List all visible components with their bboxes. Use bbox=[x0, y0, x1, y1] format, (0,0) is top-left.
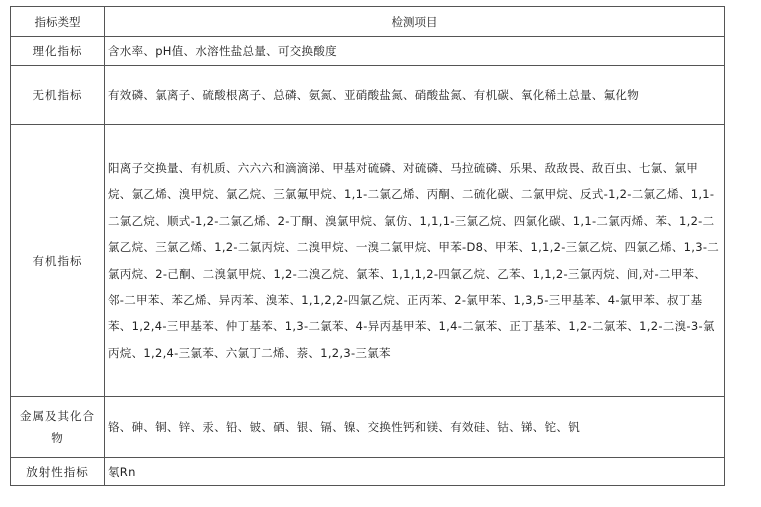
category-cell: 理化指标 bbox=[11, 37, 105, 66]
table-row bbox=[11, 458, 725, 486]
table-row bbox=[11, 37, 725, 66]
items-cell: 氡Rn bbox=[105, 458, 725, 486]
items-cell: 含水率、pH值、水溶性盐总量、可交换酸度 bbox=[105, 37, 725, 66]
table-row bbox=[11, 66, 725, 125]
detection-items-table bbox=[10, 6, 725, 486]
category-cell: 有机指标 bbox=[11, 125, 105, 397]
header-items: 检测项目 bbox=[105, 7, 725, 37]
items-cell: 铬、砷、铜、锌、汞、铅、铍、硒、银、镉、镍、交换性钙和镁、有效硅、钴、锑、铊、钒 bbox=[105, 397, 725, 458]
table-row bbox=[11, 397, 725, 458]
category-cell: 无机指标 bbox=[11, 66, 105, 125]
items-cell: 阳离子交换量、有机质、六六六和滴滴涕、甲基对硫磷、对硫磷、马拉硫磷、乐果、敌敌畏、敌百虫、七氯、氯甲烷、氯乙烯、溴甲烷、氯乙烷、三氯氟甲烷、1,1-二氯乙烯、丙酮、二硫化碳、二氯甲烷、反式-1,2-二氯乙烯、1,1-二氯乙烷、顺式-1,2-二氯乙烯、2-丁酮、溴氯甲烷、氯仿、1,1,1-三氯乙烷、四氯化碳、1,1-二氯丙烯、苯、1,2-二氯乙烷、三氯乙烯、1,2-二氯丙烷、二溴甲烷、一溴二氯甲烷、甲苯-D8、甲苯、1,1,2-三氯乙烷、四氯乙烯、1,3-二氯丙烷、2-己酮、二溴氯甲烷、1,2-二溴乙烷、氯苯、1,1,1,2-四氯乙烷、乙苯、1,1,2-三氯丙烷、间,对-二甲苯、邻-二甲苯、苯乙烯、异丙苯、溴苯、1,1,2,2-四氯乙烷、正丙苯、2-氯甲苯、1,3,5-三甲基苯、4-氯甲苯、叔丁基苯、1,2,4-三甲基苯、仲丁基苯、1,3-二氯苯、4-异丙基甲苯、1,4-二氯苯、正丁基苯、1,2-二氯苯、1,2-二溴-3-氯丙烷、1,2,4-三氯苯、六氯丁二烯、萘、1,2,3-三氯苯 bbox=[105, 125, 725, 397]
header-category: 指标类型 bbox=[11, 7, 105, 37]
table-header-row bbox=[11, 7, 725, 37]
items-cell: 有效磷、氯离子、硫酸根离子、总磷、氨氮、亚硝酸盐氮、硝酸盐氮、有机碳、氧化稀土总量、氟化物 bbox=[105, 66, 725, 125]
category-cell: 放射性指标 bbox=[11, 458, 105, 486]
category-cell: 金属及其化合物 bbox=[11, 397, 105, 458]
table-row bbox=[11, 125, 725, 397]
